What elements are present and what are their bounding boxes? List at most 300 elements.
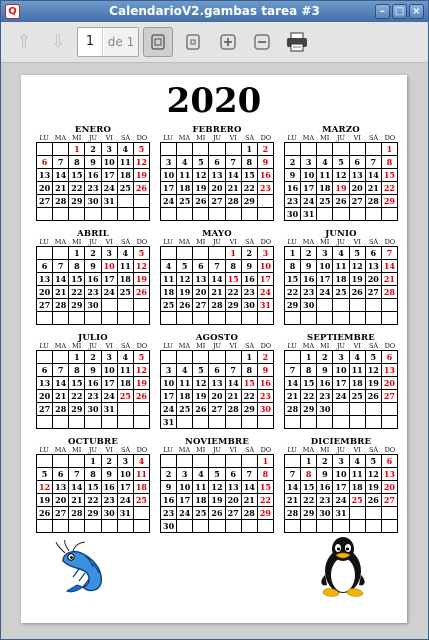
weekday-label: JU bbox=[88, 342, 98, 350]
day-cell: 15 bbox=[258, 481, 274, 494]
day-cell bbox=[53, 520, 69, 533]
day-cell bbox=[134, 416, 150, 429]
day-cell bbox=[285, 351, 301, 364]
day-cell: 20 bbox=[37, 286, 53, 299]
day-cell: 23 bbox=[317, 494, 333, 507]
day-cell: 28 bbox=[226, 195, 242, 208]
day-cell: 6 bbox=[37, 156, 53, 169]
day-cell bbox=[102, 208, 118, 221]
day-cell: 8 bbox=[242, 364, 258, 377]
day-cell: 23 bbox=[317, 390, 333, 403]
day-cell: 12 bbox=[350, 260, 366, 273]
day-cell: 16 bbox=[242, 273, 258, 286]
day-cell: 31 bbox=[102, 195, 118, 208]
day-cell: 9 bbox=[317, 364, 333, 377]
app-icon: Q bbox=[5, 4, 20, 19]
day-cell: 5 bbox=[177, 260, 193, 273]
day-cell bbox=[177, 143, 193, 156]
day-cell: 3 bbox=[161, 156, 177, 169]
day-cell: 5 bbox=[37, 468, 53, 481]
day-cell bbox=[209, 143, 225, 156]
day-cell bbox=[53, 247, 69, 260]
day-cell: 2 bbox=[317, 455, 333, 468]
day-cell bbox=[193, 351, 209, 364]
month-name: ENERO bbox=[74, 125, 112, 135]
day-cell: 9 bbox=[85, 364, 101, 377]
day-cell bbox=[226, 143, 242, 156]
day-cell: 28 bbox=[53, 403, 69, 416]
day-cell bbox=[102, 520, 118, 533]
day-cell: 24 bbox=[102, 286, 118, 299]
day-cell: 9 bbox=[102, 468, 118, 481]
day-cell: 9 bbox=[161, 481, 177, 494]
weekday-label: VI bbox=[353, 134, 361, 142]
day-cell: 1 bbox=[301, 351, 317, 364]
day-cell: 9 bbox=[258, 364, 274, 377]
weekday-label: LU bbox=[39, 446, 49, 454]
day-cell: 17 bbox=[102, 273, 118, 286]
weekday-label: JU bbox=[212, 134, 222, 142]
day-cell: 17 bbox=[161, 182, 177, 195]
day-cell: 14 bbox=[53, 377, 69, 390]
page-number-input[interactable]: 1 bbox=[78, 28, 103, 56]
day-cell: 1 bbox=[258, 455, 274, 468]
month-grid bbox=[160, 350, 274, 429]
weekday-label: VI bbox=[353, 342, 361, 350]
weekday-label: DO bbox=[384, 134, 396, 142]
month-block bbox=[160, 437, 274, 533]
day-cell bbox=[85, 208, 101, 221]
month-block bbox=[284, 333, 398, 429]
day-cell: 5 bbox=[350, 247, 366, 260]
day-cell: 25 bbox=[118, 286, 134, 299]
month-grid bbox=[284, 246, 398, 325]
day-cell: 19 bbox=[350, 273, 366, 286]
day-cell: 7 bbox=[226, 156, 242, 169]
title-bar[interactable] bbox=[1, 1, 428, 22]
day-cell: 9 bbox=[242, 260, 258, 273]
day-cell bbox=[37, 312, 53, 325]
day-cell: 18 bbox=[134, 481, 150, 494]
day-cell: 7 bbox=[285, 468, 301, 481]
day-cell bbox=[193, 312, 209, 325]
weekday-label: VI bbox=[353, 446, 361, 454]
day-cell: 24 bbox=[161, 195, 177, 208]
day-cell bbox=[134, 520, 150, 533]
month-name: MARZO bbox=[322, 125, 360, 135]
weekday-label: MI bbox=[196, 342, 206, 350]
day-cell: 12 bbox=[366, 364, 382, 377]
day-cell: 31 bbox=[102, 403, 118, 416]
day-cell bbox=[161, 247, 177, 260]
day-cell: 30 bbox=[258, 403, 274, 416]
day-cell bbox=[85, 520, 101, 533]
day-cell: 28 bbox=[242, 507, 258, 520]
month-block bbox=[160, 125, 274, 221]
day-cell: 24 bbox=[102, 390, 118, 403]
day-cell: 23 bbox=[258, 182, 274, 195]
weekday-label: DO bbox=[136, 446, 148, 454]
day-cell: 25 bbox=[350, 494, 366, 507]
weekday-label: DO bbox=[384, 446, 396, 454]
day-cell bbox=[317, 208, 333, 221]
day-cell: 8 bbox=[69, 156, 85, 169]
day-cell: 19 bbox=[366, 481, 382, 494]
day-cell: 15 bbox=[242, 169, 258, 182]
calendar-year: 2020 bbox=[166, 81, 262, 121]
day-cell bbox=[333, 208, 349, 221]
day-cell: 11 bbox=[317, 169, 333, 182]
tux-penguin-icon bbox=[315, 535, 371, 599]
day-cell: 16 bbox=[258, 377, 274, 390]
document-viewport[interactable] bbox=[1, 63, 428, 639]
close-icon[interactable]: × bbox=[409, 4, 424, 19]
day-cell: 1 bbox=[382, 143, 398, 156]
day-cell: 26 bbox=[209, 507, 225, 520]
day-cell bbox=[177, 312, 193, 325]
day-cell bbox=[350, 403, 366, 416]
day-cell bbox=[209, 351, 225, 364]
day-cell: 17 bbox=[118, 481, 134, 494]
day-cell: 30 bbox=[301, 299, 317, 312]
day-cell: 2 bbox=[317, 351, 333, 364]
day-cell bbox=[209, 312, 225, 325]
zoom-fit-page-button[interactable] bbox=[178, 27, 208, 57]
weekday-label: VI bbox=[105, 134, 113, 142]
day-cell: 5 bbox=[193, 156, 209, 169]
month-grid bbox=[36, 350, 150, 429]
month-grid bbox=[284, 454, 398, 533]
weekday-header bbox=[36, 343, 150, 350]
day-cell: 16 bbox=[317, 481, 333, 494]
day-cell: 12 bbox=[134, 260, 150, 273]
day-cell: 4 bbox=[118, 143, 134, 156]
day-cell bbox=[382, 299, 398, 312]
month-grid bbox=[160, 454, 274, 533]
day-cell: 28 bbox=[285, 507, 301, 520]
day-cell: 14 bbox=[285, 481, 301, 494]
weekday-label: JU bbox=[212, 342, 222, 350]
day-cell: 19 bbox=[366, 377, 382, 390]
day-cell: 13 bbox=[226, 481, 242, 494]
day-cell: 5 bbox=[134, 143, 150, 156]
day-cell: 5 bbox=[193, 364, 209, 377]
day-cell: 29 bbox=[69, 299, 85, 312]
toolbar bbox=[1, 22, 428, 63]
print-button[interactable] bbox=[282, 27, 312, 57]
day-cell: 18 bbox=[193, 494, 209, 507]
day-cell: 16 bbox=[85, 377, 101, 390]
day-cell: 25 bbox=[177, 195, 193, 208]
day-cell: 26 bbox=[366, 390, 382, 403]
day-cell bbox=[53, 143, 69, 156]
calendar-page bbox=[21, 75, 407, 623]
day-cell: 4 bbox=[134, 455, 150, 468]
day-cell: 2 bbox=[102, 455, 118, 468]
day-cell: 29 bbox=[242, 195, 258, 208]
day-cell bbox=[161, 351, 177, 364]
day-cell: 4 bbox=[161, 260, 177, 273]
day-cell bbox=[317, 520, 333, 533]
day-cell: 28 bbox=[209, 299, 225, 312]
zoom-out-button[interactable] bbox=[247, 27, 277, 57]
day-cell: 23 bbox=[242, 286, 258, 299]
day-cell: 15 bbox=[69, 377, 85, 390]
day-cell: 10 bbox=[161, 377, 177, 390]
day-cell bbox=[333, 416, 349, 429]
day-cell: 12 bbox=[366, 468, 382, 481]
day-cell: 26 bbox=[193, 195, 209, 208]
weekday-label: MI bbox=[320, 238, 330, 246]
day-cell: 2 bbox=[285, 156, 301, 169]
day-cell bbox=[209, 455, 225, 468]
day-cell: 21 bbox=[209, 286, 225, 299]
day-cell: 29 bbox=[285, 299, 301, 312]
weekday-label: JU bbox=[336, 238, 346, 246]
day-cell bbox=[37, 520, 53, 533]
day-cell: 17 bbox=[317, 273, 333, 286]
day-cell: 2 bbox=[85, 143, 101, 156]
day-cell: 11 bbox=[134, 468, 150, 481]
day-cell: 20 bbox=[53, 494, 69, 507]
day-cell: 3 bbox=[102, 351, 118, 364]
day-cell: 4 bbox=[350, 351, 366, 364]
day-cell: 2 bbox=[258, 351, 274, 364]
day-cell: 31 bbox=[161, 416, 177, 429]
day-cell: 15 bbox=[301, 481, 317, 494]
day-cell: 26 bbox=[350, 286, 366, 299]
day-cell: 23 bbox=[85, 390, 101, 403]
day-cell: 11 bbox=[161, 273, 177, 286]
day-cell: 29 bbox=[301, 507, 317, 520]
day-cell: 2 bbox=[242, 247, 258, 260]
month-block bbox=[284, 437, 398, 533]
day-cell: 7 bbox=[382, 247, 398, 260]
day-cell: 1 bbox=[69, 247, 85, 260]
weekday-label: LU bbox=[163, 446, 173, 454]
day-cell: 12 bbox=[37, 481, 53, 494]
day-cell bbox=[69, 416, 85, 429]
day-cell: 17 bbox=[333, 481, 349, 494]
day-cell: 13 bbox=[382, 468, 398, 481]
previous-page-button[interactable] bbox=[9, 27, 39, 57]
day-cell bbox=[161, 455, 177, 468]
weekday-label: MI bbox=[72, 134, 82, 142]
month-grid bbox=[36, 246, 150, 325]
weekday-label: LU bbox=[287, 342, 297, 350]
day-cell: 27 bbox=[350, 195, 366, 208]
day-cell: 26 bbox=[37, 507, 53, 520]
day-cell: 23 bbox=[161, 507, 177, 520]
day-cell bbox=[37, 247, 53, 260]
day-cell: 20 bbox=[366, 273, 382, 286]
maximize-icon[interactable]: □ bbox=[392, 4, 407, 19]
day-cell: 30 bbox=[85, 299, 101, 312]
day-cell: 27 bbox=[37, 403, 53, 416]
day-cell: 29 bbox=[226, 299, 242, 312]
zoom-in-icon bbox=[220, 34, 236, 50]
day-cell: 24 bbox=[317, 286, 333, 299]
day-cell: 12 bbox=[134, 156, 150, 169]
day-cell bbox=[242, 520, 258, 533]
day-cell: 5 bbox=[134, 247, 150, 260]
day-cell: 17 bbox=[258, 273, 274, 286]
day-cell: 10 bbox=[317, 260, 333, 273]
day-cell: 5 bbox=[333, 156, 349, 169]
day-cell: 26 bbox=[134, 286, 150, 299]
day-cell bbox=[333, 143, 349, 156]
day-cell bbox=[285, 520, 301, 533]
day-cell: 21 bbox=[53, 182, 69, 195]
day-cell: 21 bbox=[53, 286, 69, 299]
day-cell: 16 bbox=[85, 169, 101, 182]
day-cell: 27 bbox=[37, 299, 53, 312]
minimize-icon[interactable]: – bbox=[375, 4, 390, 19]
day-cell: 1 bbox=[69, 143, 85, 156]
day-cell: 26 bbox=[177, 299, 193, 312]
day-cell bbox=[350, 507, 366, 520]
day-cell: 20 bbox=[37, 390, 53, 403]
weekday-header bbox=[160, 135, 274, 142]
day-cell bbox=[258, 520, 274, 533]
day-cell: 23 bbox=[85, 286, 101, 299]
day-cell: 20 bbox=[193, 286, 209, 299]
day-cell: 9 bbox=[258, 156, 274, 169]
day-cell: 17 bbox=[177, 494, 193, 507]
day-cell: 27 bbox=[209, 403, 225, 416]
day-cell: 17 bbox=[161, 390, 177, 403]
day-cell: 30 bbox=[317, 507, 333, 520]
day-cell bbox=[366, 403, 382, 416]
day-cell bbox=[209, 208, 225, 221]
day-cell: 12 bbox=[177, 273, 193, 286]
day-cell bbox=[102, 299, 118, 312]
day-cell: 3 bbox=[102, 247, 118, 260]
month-block bbox=[284, 229, 398, 325]
day-cell bbox=[209, 520, 225, 533]
day-cell bbox=[301, 143, 317, 156]
zoom-in-button[interactable] bbox=[213, 27, 243, 57]
day-cell: 13 bbox=[366, 260, 382, 273]
weekday-label: MI bbox=[320, 342, 330, 350]
day-cell bbox=[258, 195, 274, 208]
day-cell: 23 bbox=[285, 195, 301, 208]
day-cell: 17 bbox=[301, 182, 317, 195]
weekday-label: DO bbox=[260, 342, 272, 350]
day-cell: 10 bbox=[333, 364, 349, 377]
weekday-label: JU bbox=[336, 446, 346, 454]
page-selector[interactable] bbox=[77, 27, 139, 57]
day-cell: 18 bbox=[118, 273, 134, 286]
day-cell bbox=[134, 299, 150, 312]
day-cell: 27 bbox=[53, 507, 69, 520]
day-cell: 21 bbox=[226, 390, 242, 403]
weekday-label: JU bbox=[336, 342, 346, 350]
day-cell: 11 bbox=[177, 169, 193, 182]
day-cell: 24 bbox=[333, 494, 349, 507]
day-cell: 12 bbox=[134, 364, 150, 377]
day-cell bbox=[382, 507, 398, 520]
day-cell bbox=[382, 416, 398, 429]
day-cell: 26 bbox=[366, 494, 382, 507]
day-cell: 15 bbox=[69, 273, 85, 286]
month-name: MAYO bbox=[202, 229, 232, 239]
zoom-out-icon bbox=[254, 34, 270, 50]
day-cell bbox=[118, 195, 134, 208]
day-cell: 19 bbox=[134, 377, 150, 390]
day-cell: 18 bbox=[177, 390, 193, 403]
weekday-label: MA bbox=[178, 238, 191, 246]
day-cell bbox=[366, 312, 382, 325]
day-cell: 3 bbox=[118, 455, 134, 468]
day-cell: 1 bbox=[242, 351, 258, 364]
day-cell bbox=[242, 312, 258, 325]
day-cell: 26 bbox=[134, 390, 150, 403]
day-cell: 13 bbox=[209, 377, 225, 390]
day-cell: 20 bbox=[382, 481, 398, 494]
day-cell bbox=[242, 455, 258, 468]
day-cell: 16 bbox=[317, 377, 333, 390]
day-cell: 7 bbox=[226, 364, 242, 377]
next-page-button[interactable] bbox=[43, 27, 73, 57]
weekday-label: MI bbox=[320, 446, 330, 454]
day-cell: 27 bbox=[209, 195, 225, 208]
day-cell: 21 bbox=[285, 494, 301, 507]
month-block bbox=[36, 125, 150, 221]
day-cell bbox=[317, 299, 333, 312]
day-cell: 30 bbox=[161, 520, 177, 533]
month-grid bbox=[284, 350, 398, 429]
day-cell bbox=[37, 416, 53, 429]
weekday-label: JU bbox=[88, 134, 98, 142]
day-cell: 14 bbox=[366, 169, 382, 182]
day-cell: 23 bbox=[102, 494, 118, 507]
day-cell bbox=[226, 208, 242, 221]
day-cell: 10 bbox=[102, 156, 118, 169]
day-cell: 25 bbox=[118, 182, 134, 195]
weekday-label: VI bbox=[229, 238, 237, 246]
day-cell: 25 bbox=[177, 403, 193, 416]
day-cell bbox=[134, 403, 150, 416]
day-cell bbox=[85, 312, 101, 325]
day-cell: 2 bbox=[258, 143, 274, 156]
day-cell: 14 bbox=[382, 260, 398, 273]
day-cell: 13 bbox=[193, 273, 209, 286]
day-cell: 22 bbox=[258, 494, 274, 507]
day-cell: 19 bbox=[134, 273, 150, 286]
weekday-label: VI bbox=[229, 134, 237, 142]
weekday-label: LU bbox=[39, 342, 49, 350]
day-cell: 11 bbox=[193, 481, 209, 494]
day-cell: 7 bbox=[285, 364, 301, 377]
day-cell: 6 bbox=[366, 247, 382, 260]
zoom-fit-width-button[interactable] bbox=[143, 27, 173, 57]
day-cell: 9 bbox=[285, 169, 301, 182]
day-cell bbox=[382, 312, 398, 325]
day-cell: 8 bbox=[382, 156, 398, 169]
day-cell: 25 bbox=[193, 507, 209, 520]
day-cell: 20 bbox=[209, 390, 225, 403]
day-cell bbox=[177, 208, 193, 221]
day-cell bbox=[258, 312, 274, 325]
day-cell: 22 bbox=[226, 286, 242, 299]
month-block bbox=[36, 229, 150, 325]
weekday-label: VI bbox=[229, 342, 237, 350]
day-cell: 18 bbox=[350, 481, 366, 494]
day-cell: 2 bbox=[161, 468, 177, 481]
day-cell bbox=[85, 416, 101, 429]
weekday-label: SÁ bbox=[244, 238, 255, 246]
